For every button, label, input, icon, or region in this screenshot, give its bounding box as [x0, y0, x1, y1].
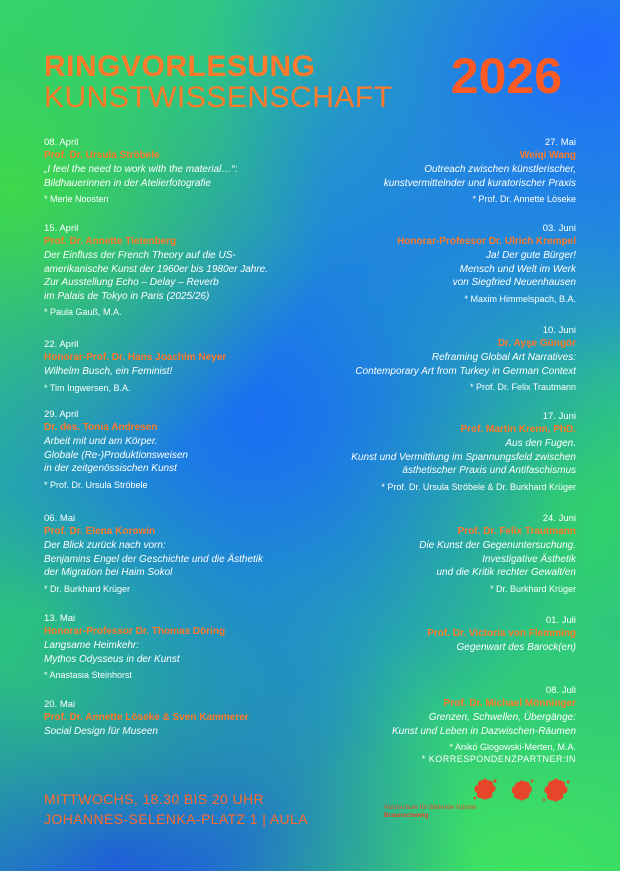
lecture-title-line: Globale (Re-)Produktionsweisen: [44, 449, 188, 461]
lecture-title-line: Zur Ausstellung Echo – Delay – Reverb: [44, 277, 219, 288]
footer-time: MITTWOCHS, 18.30 BIS 20 UHR: [44, 791, 265, 807]
lecture-speaker: Honorar-Professor Dr. Thomas Döring: [44, 626, 226, 637]
lecture-entry: [44, 136, 314, 206]
lecture-title-line: kunstvermittelnder und kuratorischer Praxis: [383, 177, 576, 189]
lecture-date: 27. Mai: [544, 137, 576, 148]
lecture-speaker: Weiqi Wang: [519, 150, 576, 161]
lecture-speaker: Honorar-Professor Dr. Ulrich Krempel: [397, 236, 576, 247]
lecture-entry: [44, 408, 314, 492]
lecture-partner: * Dr. Burkhard Krüger: [44, 583, 131, 594]
footnote: * KORRESPONDENZPARTNER:IN: [421, 754, 576, 764]
lecture-partner: * Prof. Dr. Ursula Ströbele & Dr. Burkhard Krüger: [381, 481, 576, 492]
lecture-partner: * Merle Noosten: [44, 194, 109, 204]
lecture-entry: [44, 698, 314, 739]
lecture-entry: [306, 410, 576, 494]
lecture-entry: [306, 614, 576, 655]
lecture-speaker: Prof. Dr. Felix Trautmann: [457, 526, 576, 537]
lecture-title-line: Grenzen, Schwellen, Übergänge:: [428, 712, 576, 723]
title-line-1: RINGVORLESUNG: [44, 50, 316, 83]
lecture-partner: * Anastasia Steinhorst: [44, 670, 133, 680]
lecture-entry: [306, 512, 576, 596]
lecture-speaker: Prof. Dr. Annette Löseke & Sven Kammerer: [44, 712, 249, 723]
lecture-entry: [44, 338, 314, 395]
lecture-partner: * Prof. Dr. Ursula Ströbele: [44, 479, 148, 490]
splat-icon: [542, 776, 570, 804]
lecture-date: 10. Juni: [542, 325, 576, 336]
lecture-entry: [306, 136, 576, 206]
lecture-title-line: Mensch und Welt im Werk: [459, 263, 576, 275]
lecture-title-line: und die Kritik rechter Gewalt/en: [436, 567, 576, 578]
lecture-title-line: Kunst und Vermittlung im Spannungsfeld zwischen: [351, 451, 576, 463]
lecture-date: 24. Juni: [542, 513, 576, 524]
lecture-date: 13. Mai: [44, 613, 76, 624]
lecture-date: 08. Juli: [545, 685, 576, 696]
lecture-title-line: im Palais de Tokyo in Paris (2025/26): [44, 290, 210, 302]
lecture-title-line: Kunst und Leben in Dazwischen-Räumen: [392, 725, 576, 737]
lecture-title-line: Langsame Heimkehr:: [44, 640, 140, 651]
lecture-partner: * Prof. Dr. Felix Trautmann: [469, 382, 576, 392]
lecture-title-line: Outreach zwischen künstlerischer,: [424, 164, 576, 175]
lecture-title-line: Arbeit mit und am Körper.: [44, 436, 158, 447]
lecture-title-line: Ja! Der gute Bürger!: [485, 250, 576, 261]
lecture-entry: [306, 222, 576, 306]
lecture-date: 29. April: [44, 409, 79, 420]
lecture-partner: * Tim Ingwersen, B.A.: [44, 382, 131, 393]
splat-icon: [510, 778, 534, 802]
lecture-title-line: in der zeitgenössischen Kunst: [44, 463, 177, 474]
lecture-entry: [44, 612, 314, 682]
lecture-title-line: „I feel the need to work with the material…“:: [44, 164, 238, 175]
year: 2026: [450, 48, 562, 104]
lecture-title-line: Bildhauerinnen in der Atelierfotografie: [44, 177, 211, 189]
lecture-entry: [44, 222, 314, 319]
lecture-speaker: Prof. Dr. Annette Tietenberg: [44, 236, 177, 247]
lecture-speaker: Prof. Dr. Elena Korowin: [44, 526, 156, 537]
logo-line-2: Braunschweig: [384, 812, 429, 819]
lecture-entry: [44, 512, 314, 596]
lecture-partner: * Anikó Glogowski-Merten, M.A.: [449, 742, 576, 752]
lecture-date: 06. Mai: [44, 513, 76, 524]
lecture-speaker: Prof. Dr. Victoria von Flemming: [427, 628, 576, 639]
lecture-title-line: Mythos Odysseus in der Kunst: [44, 653, 180, 665]
footer-location: JOHANNES-SELENKA-PLATZ 1 | AULA: [44, 811, 308, 827]
lecture-title-line: Wilhelm Busch, ein Feminist!: [44, 366, 173, 377]
lecture-title-line: Benjamins Engel der Geschichte und die Ästhetik: [44, 553, 264, 565]
lecture-date: 22. April: [44, 339, 79, 350]
title-line-2: KUNSTWISSENSCHAFT: [44, 81, 393, 114]
lecture-speaker: Dr. Ayşe Güngör: [497, 338, 576, 349]
lecture-speaker: Honorar-Prof. Dr. Hans Joachim Neyer: [44, 352, 227, 363]
lecture-title-line: von Siegfried Neuenhausen: [452, 277, 576, 288]
lecture-date: 03. Juni: [542, 223, 576, 234]
poster-title: [44, 52, 393, 114]
lecture-title-line: Reframing Global Art Narratives:: [431, 352, 576, 363]
lecture-date: 08. April: [44, 137, 79, 148]
splat-icon: [472, 776, 498, 802]
lecture-title-line: ästhetischer Praxis und Antifaschismus: [402, 465, 576, 476]
lecture-title-line: Der Blick zurück nach vorn:: [44, 540, 166, 551]
lecture-title-line: Investigative Ästhetik: [482, 553, 576, 565]
lecture-title-line: Die Kunst der Gegenuntersuchung.: [419, 540, 576, 551]
lecture-date: 15. April: [44, 223, 79, 234]
lecture-partner: * Paula Gauß, M.A.: [44, 307, 122, 317]
lecture-partner: * Maxim Himmelspach, B.A.: [464, 293, 576, 304]
lecture-title-line: Gegenwart des Barock(en): [456, 642, 576, 653]
lecture-partner: * Dr. Burkhard Krüger: [489, 583, 576, 594]
lecture-entry: [306, 684, 576, 754]
lecture-speaker: Dr. des. Tonia Andresen: [44, 422, 158, 433]
lecture-speaker: Prof. Martin Krenn, PhD.: [460, 424, 576, 435]
logo-line-1: Hochschule für Bildende Künste: [384, 804, 477, 811]
lecture-speaker: Prof. Dr. Ursula Ströbele: [44, 150, 160, 161]
lecture-date: 20. Mai: [44, 699, 76, 710]
lecture-entry: [306, 324, 576, 394]
lecture-date: 17. Juni: [542, 411, 576, 422]
lecture-title-line: amerikanische Kunst der 1960er bis 1980er Jahre.: [44, 263, 269, 275]
lecture-date: 01. Juli: [545, 615, 576, 626]
lecture-partner: * Prof. Dr. Annette Löseke: [472, 194, 576, 204]
lecture-title-line: Social Design für Museen: [44, 726, 158, 737]
lecture-title-line: Contemporary Art from Turkey in German Context: [355, 365, 576, 377]
lecture-title-line: Aus den Fugen.: [505, 438, 576, 449]
lecture-title-line: Der Einfluss der French Theory auf die US-: [44, 250, 236, 261]
footer: [44, 789, 308, 829]
logo-text: [384, 804, 477, 820]
hbk-logo: [384, 776, 576, 828]
lecture-speaker: Prof. Dr. Michael Mönninger: [443, 698, 576, 709]
lecture-title-line: der Migration bei Haim Sokol: [44, 567, 173, 578]
